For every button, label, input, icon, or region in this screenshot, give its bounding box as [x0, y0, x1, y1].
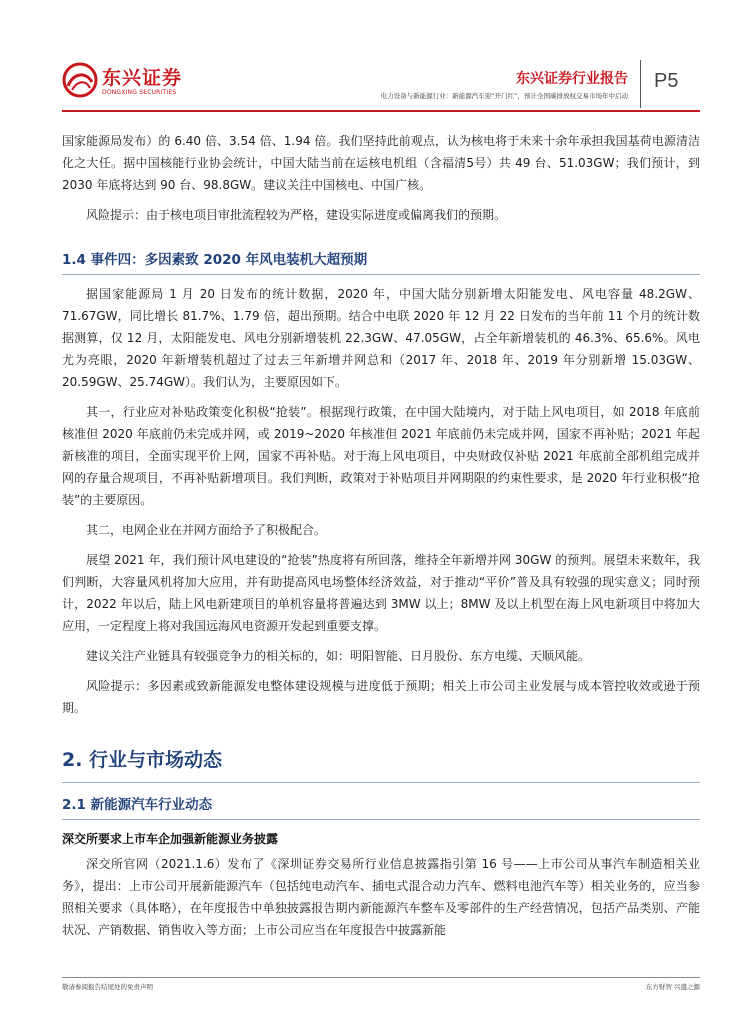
logo-text-en: DONGXING SECURITIES [102, 89, 177, 96]
section-heading-1-4: 1.4 事件四：多因素致 2020 年风电装机大超预期 [62, 248, 700, 275]
footer-rule [62, 977, 700, 978]
paragraph: 据国家能源局 1 月 20 日发布的统计数据，2020 年，中国大陆分别新增太阳能发电、风电容量 48.2GW、71.67GW，同比增长 81.7%、1.79 倍，超出预期。结合中电联 2020 年 12 月 22 日发布的当年前 11 个月的统计数据测算，仅 12 月，太阳能发电、风电分别新增装机 22.3GW、47.05GW，占全年新增装机的 46.3%、65.6%。风电尤为亮眼，2020 年新增装机超过了过去三年新增并网总和（2017 年、2018 年、2019 年分别新增 15.03GW、20.59GW、25.74GW）。我们认为，主要原因如下。 [62, 287, 700, 389]
paragraph: 风险提示：由于核电项目审批流程较为严格，建设实际进度或偏离我们的预期。 [86, 208, 507, 222]
report-title: 东兴证券行业报告 [516, 71, 628, 87]
company-logo [62, 62, 182, 104]
report-subtitle: 电力设备与新能源行业：新能源汽车迎“开门红”，预计全国碳排放权交易市场年中启动 [380, 92, 628, 100]
document-body [62, 130, 700, 949]
paragraph: 展望 2021 年，我们预计风电建设的“抢装”热度将有所回落，维持全年新增并网 30GW 的预判。展望未来数年，我们判断，大容量风机将加大应用，并有助提高风电场整体经济效益，对于推动“平价”普及具有较强的现实意义；同时预计，2022 年以后，陆上风电新建项目的单机容量将普遍达到 3MW 以上；8MW 及以上机型在海上风电新项目中将加大应用，一定程度上将对我国远海风电资源开发起到重要支撑。 [62, 553, 700, 633]
paragraph: 国家能源局发布）的 6.40 倍、3.54 倍、1.94 倍。我们坚持此前观点，认为核电将于未来十余年承担我国基荷电源清洁化之大任。据中国核能行业协会统计，中国大陆当前在运核电机组（含福清5号）共 49 台、51.03GW；我们预计，到 2030 年底将达到 90 台、98.8GW。建议关注中国核电、中国广核。 [62, 134, 700, 192]
header-rule [62, 110, 700, 112]
chapter-heading-2: 2. 行业与市场动态 [62, 745, 700, 783]
paragraph: 风险提示：多因素或致新能源发电整体建设规模与进度低于预期；相关上市公司主业发展与成本管控收效或逊于预期。 [62, 679, 700, 715]
paragraph: 其二，电网企业在并网方面给予了积极配合。 [86, 523, 327, 537]
logo-text-cn: 东兴证券 [102, 67, 183, 89]
page-number: P5 [654, 70, 679, 92]
paragraph: 建议关注产业链具有较强竞争力的相关标的，如：明阳智能、日月股份、东方电缆、天顺风能。 [86, 649, 591, 663]
news-heading: 深交所要求上市车企加强新能源业务披露 [62, 832, 279, 846]
paragraph: 深交所官网（2021.1.6）发布了《深圳证券交易所行业信息披露指引第 16 号——上市公司从事汽车制造相关业务》，提出：上市公司开展新能源汽车（包括纯电动汽车、插电式混合动力汽车、燃料电池汽车等）相关业务的，应当参照相关要求（具体略），在年度报告中单独披露报告期内新能源汽车整车及零部件的生产经营情况，包括产品类别、产能状况、产销数据、销售收入等方面；上市公司应当在年度报告中披露新能 [62, 857, 700, 937]
footer-slogan: 东方财智 兴盛之源 [645, 983, 700, 991]
section-heading-2-1: 2.1 新能源汽车行业动态 [62, 793, 700, 820]
header-separator [640, 60, 641, 108]
footer-disclaimer: 敬请参阅报告结尾处的免责声明 [62, 983, 153, 991]
paragraph: 其一，行业应对补贴政策变化积极“抢装”。根据现行政策，在中国大陆境内，对于陆上风电项目，如 2018 年底前核准但 2020 年底前仍未完成并网，或 2019~2020 年核准但 2021 年底前仍未完成并网，国家不再补贴；2021 年起新核准的项目，全面实现平价上网，国家不再补贴。对于海上风电项目，中央财政仅补贴 2021 年底前全部机组完成并网的存量合规项目，不再补贴新增项目。我们判断，政策对于补贴项目并网期限的约束性要求，是 2020 年行业积极“抢装”的主要原因。 [62, 405, 700, 507]
dongxing-logo-icon [62, 62, 98, 98]
